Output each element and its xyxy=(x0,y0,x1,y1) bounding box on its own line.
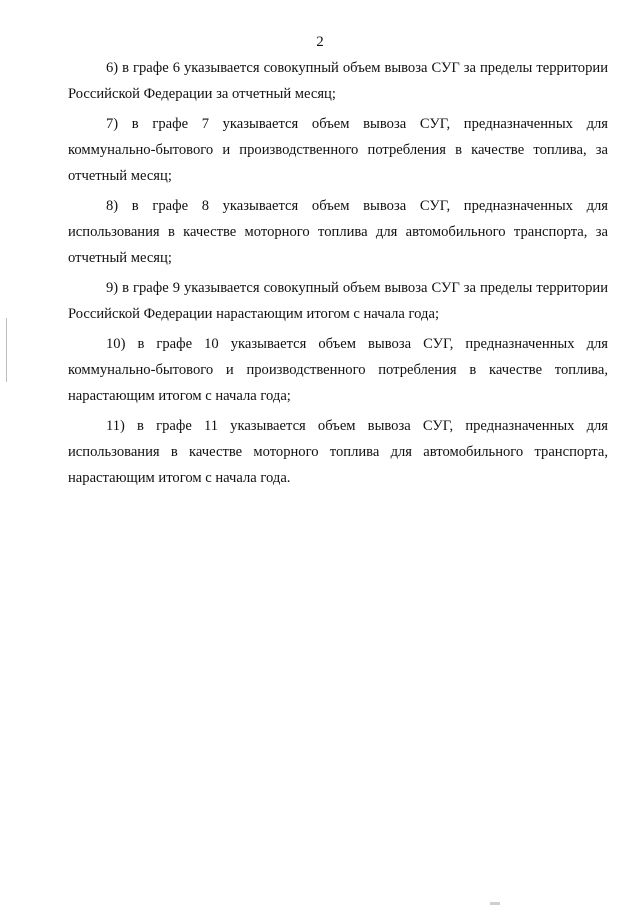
paragraph-item-6: 6) в графе 6 указывается совокупный объем вывоза СУГ за пределы территории Российской Федерации за отчетный месяц; xyxy=(68,60,608,102)
scan-margin-mark xyxy=(6,318,7,382)
paragraph-item-11: 11) в графе 11 указывается объем вывоза СУГ, предназначенных для использования в качестве моторного топлива для автомобильного транспорта, нарастающим итогом с начала года. xyxy=(68,418,608,486)
paragraph-item-7: 7) в графе 7 указывается объем вывоза СУГ, предназначенных для коммунально-бытового и производственного потребления в качестве топлива, за отчетный месяц; xyxy=(68,116,608,184)
page-number: 2 xyxy=(316,34,324,50)
paragraph-item-10: 10) в графе 10 указывается объем вывоза СУГ, предназначенных для коммунально-бытового и производственного потребления в качестве топлива, нарастающим итогом с начала года; xyxy=(68,336,608,404)
paragraph-item-9: 9) в графе 9 указывается совокупный объем вывоза СУГ за пределы территории Российской Федерации нарастающим итогом с начала года; xyxy=(68,280,608,322)
paragraph-item-8: 8) в графе 8 указывается объем вывоза СУГ, предназначенных для использования в качестве моторного топлива для автомобильного транспорта, за отчетный месяц; xyxy=(68,198,608,266)
document-body xyxy=(68,55,608,495)
